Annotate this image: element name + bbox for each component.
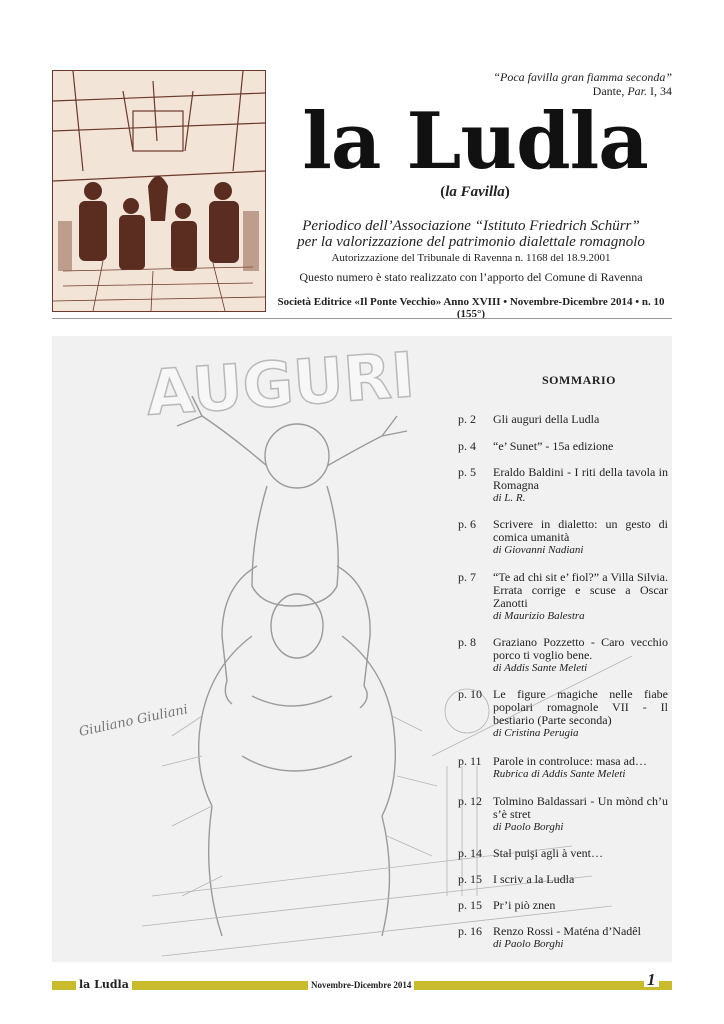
toc-entry[interactable] xyxy=(458,899,668,912)
toc-title: Scrivere in dialetto: un gesto di comica umanità xyxy=(493,517,668,544)
toc-entry[interactable] xyxy=(458,755,668,781)
toc-page-number: p. 14 xyxy=(458,846,482,860)
toc-author: di Cristina Perugia xyxy=(493,727,579,739)
tribunal-authorization: Autorizzazione del Tribunale di Ravenna n. 1168 del 18.9.2001 xyxy=(331,252,611,264)
toc-page-number: p. 16 xyxy=(458,924,482,938)
publisher-line: Società Editrice «Il Ponte Vecchio» Anno XVIII • Novembre-Dicembre 2014 • n. 10 (155°) xyxy=(277,296,665,320)
toc-author: Rubrica di Addis Sante Meleti xyxy=(493,768,626,780)
toc-entry[interactable] xyxy=(458,571,668,623)
subtitle-text: la Favilla xyxy=(445,184,505,200)
toc-title: Le figure magiche nelle fiabe popolari romagnole VII - Il bestiario (Parte seconda) xyxy=(493,687,668,727)
toc-entry[interactable] xyxy=(458,795,668,834)
drawn-word-auguri: AUGURI xyxy=(143,338,417,430)
toc-entry[interactable] xyxy=(458,636,668,675)
sommario-title: SOMMARIO xyxy=(542,373,616,387)
toc-entry[interactable] xyxy=(458,847,668,860)
toc-entry[interactable] xyxy=(458,413,668,426)
artist-signature-text: Giuliano Giuliani xyxy=(77,702,190,740)
toc-entry[interactable] xyxy=(458,440,668,453)
toc-entry[interactable] xyxy=(458,873,668,886)
toc-author: di Paolo Borghi xyxy=(493,938,564,950)
periodical-description-line2: per la valorizzazione del patrimonio dialettale romagnolo xyxy=(297,234,645,250)
page-number: 1 xyxy=(644,973,659,987)
epigraph-author: Dante, xyxy=(592,84,628,98)
epigraph-quote: “Poca favilla gran fiamma seconda” xyxy=(493,70,672,84)
toc-title: Parole in controluce: masa ad… xyxy=(493,754,647,768)
toc-page-number: p. 5 xyxy=(458,465,476,479)
toc-page-number: p. 6 xyxy=(458,517,476,531)
footer-brand: la Ludla xyxy=(76,978,132,992)
toc-page-number: p. 2 xyxy=(458,412,476,426)
toc-title: Renzo Rossi - Maténa d’Nadêl xyxy=(493,924,641,938)
toc-page-number: p. 15 xyxy=(458,872,482,886)
masthead-title: la Ludla xyxy=(302,96,648,187)
toc-author: di L. R. xyxy=(493,492,526,504)
toc-title: “e’ Sunet” - 15a edizione xyxy=(493,439,614,453)
subtitle-close: ) xyxy=(504,184,510,200)
toc-title: I scriv a la Ludla xyxy=(493,872,575,886)
epigraph-work: Par. xyxy=(627,84,647,98)
toc-author: di Maurizio Balestra xyxy=(493,610,585,622)
sepia-tavern-sketch xyxy=(53,71,265,311)
toc-entry[interactable] xyxy=(458,518,668,557)
toc-title: Graziano Pozzetto - Caro vecchio porco ti voglio bene. xyxy=(493,635,668,662)
toc-page-number: p. 15 xyxy=(458,898,482,912)
toc-title: Gli auguri della Ludla xyxy=(493,412,600,426)
toc-page-number: p. 11 xyxy=(458,754,482,768)
toc-author: di Giovanni Nadiani xyxy=(493,544,584,556)
header-illustration xyxy=(52,70,266,312)
toc-author: di Paolo Borghi xyxy=(493,821,564,833)
toc-entry[interactable] xyxy=(458,925,668,951)
footer-issue-date: Novembre-Dicembre 2014 xyxy=(308,978,414,992)
toc-page-number: p. 8 xyxy=(458,635,476,649)
toc-title: Pr’i piò znen xyxy=(493,898,556,912)
subtitle-open: ( xyxy=(440,184,446,200)
toc-entry[interactable] xyxy=(458,466,668,505)
toc-author: di Addis Sante Meleti xyxy=(493,662,588,674)
masthead-subtitle xyxy=(278,184,672,201)
toc-entry[interactable] xyxy=(458,688,668,740)
toc-page-number: p. 4 xyxy=(458,439,476,453)
toc-title: Eraldo Baldini - I riti della tavola in Romagna xyxy=(493,465,668,492)
epigraph-ref: I, 34 xyxy=(647,84,672,98)
toc-page-number: p. 10 xyxy=(458,687,482,701)
toc-title: “Te ad chi sit e’ fiol?” a Villa Silvia. Errata corrige e scuse a Oscar Zanotti xyxy=(493,570,668,610)
periodical-description-line1: Periodico dell’Associazione “Istituto Friedrich Schürr” xyxy=(302,218,640,234)
toc-page-number: p. 12 xyxy=(458,794,482,808)
toc-title: Tolmino Baldassari - Un mònd ch’u s’è stret xyxy=(493,794,668,821)
header-divider xyxy=(52,318,672,319)
sponsor-line: Questo numero è stato realizzato con l’apporto del Comune di Ravenna xyxy=(299,270,643,284)
toc-page-number: p. 7 xyxy=(458,570,476,584)
toc-title: Stal puişi agli à vent… xyxy=(493,846,603,860)
